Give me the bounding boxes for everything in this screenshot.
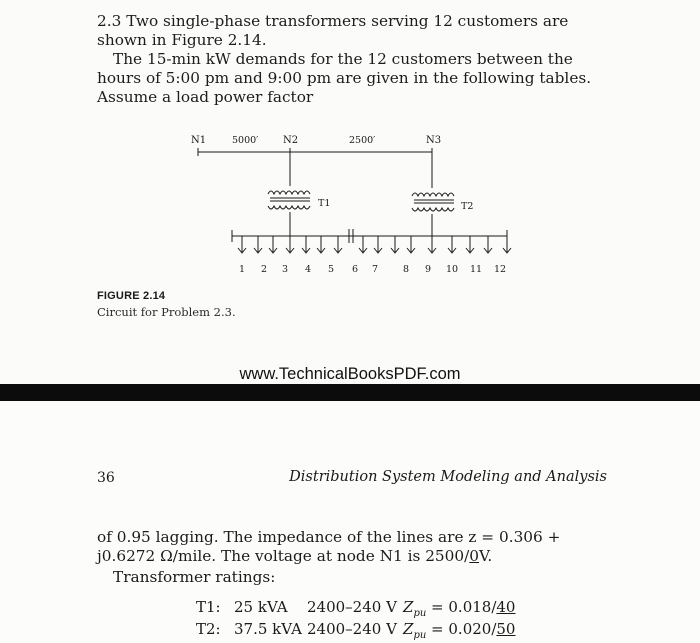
rating-kva: 37.5 kVA [234, 620, 302, 638]
customer-label-1: 1 [239, 264, 246, 275]
transformer-t2-symbol [412, 193, 454, 211]
customer-label-12: 12 [494, 264, 507, 275]
customer-label-7: 7 [372, 264, 379, 275]
voltage-angle: 0 [469, 547, 480, 565]
problem-heading: 2.3 Two single-phase transformers serving 12 customers are shown in Figure 2.14. [97, 12, 569, 49]
customer-label-11: 11 [470, 264, 483, 275]
customer-label-8: 8 [403, 264, 410, 275]
z-value: = 0.020/ [426, 620, 497, 638]
customer-label-9: 9 [425, 264, 432, 275]
customer-label-3: 3 [282, 264, 289, 275]
rating-name: T1: [196, 598, 221, 616]
z-subscript: pu [413, 630, 427, 641]
page-separator [0, 384, 700, 401]
figure-label: FIGURE 2.14 [97, 290, 166, 302]
z-subscript: pu [413, 608, 427, 619]
rating-kva: 25 kVA [234, 598, 288, 616]
figure-caption: Circuit for Problem 2.3. [97, 305, 236, 319]
z-symbol: Z [403, 598, 414, 616]
z-angle: 50 [496, 620, 516, 638]
customer-label-10: 10 [446, 264, 459, 275]
z-symbol: Z [403, 620, 414, 638]
z-angle: 40 [496, 598, 516, 616]
continuation-text: of 0.95 lagging. The impedance of the lines are z = 0.306 + j0.6272 Ω/mile. The voltage at node N1 is 2500/ [97, 528, 561, 565]
z-value: = 0.018/ [426, 598, 497, 616]
circuit-diagram [0, 0, 700, 290]
problem-paragraph: The 15-min kW demands for the 12 customers between the hours of 5:00 pm and 9:00 pm are given in the following tables. Assume a load power factor [97, 50, 592, 106]
rating-impedance [403, 598, 515, 619]
customer-label-2: 2 [261, 264, 268, 275]
transformer-t2-label: T2 [461, 201, 474, 212]
voltage-unit: V. [479, 547, 493, 565]
node-label-n3: N3 [426, 135, 442, 146]
watermark-link[interactable]: www.TechnicalBooksPDF.com [239, 365, 461, 383]
page-number: 36 [97, 470, 115, 486]
line-length-2: 2500′ [349, 135, 376, 146]
customer-label-4: 4 [305, 264, 312, 275]
ratings-label: Transformer ratings: [113, 568, 276, 586]
service-drops [238, 236, 511, 253]
rating-voltage: 2400–240 V [307, 620, 397, 638]
node-label-n1: N1 [191, 135, 207, 146]
rating-name: T2: [196, 620, 221, 638]
transformer-t1-label: T1 [318, 198, 331, 209]
customer-label-6: 6 [352, 264, 359, 275]
rating-impedance [403, 620, 515, 641]
running-head: Distribution System Modeling and Analysis [289, 469, 607, 485]
line-length-1: 5000′ [232, 135, 259, 146]
rating-voltage: 2400–240 V [307, 598, 397, 616]
continuation-paragraph [97, 528, 609, 566]
node-label-n2: N2 [283, 135, 299, 146]
transformer-t1-symbol [268, 191, 310, 209]
customer-label-5: 5 [328, 264, 335, 275]
